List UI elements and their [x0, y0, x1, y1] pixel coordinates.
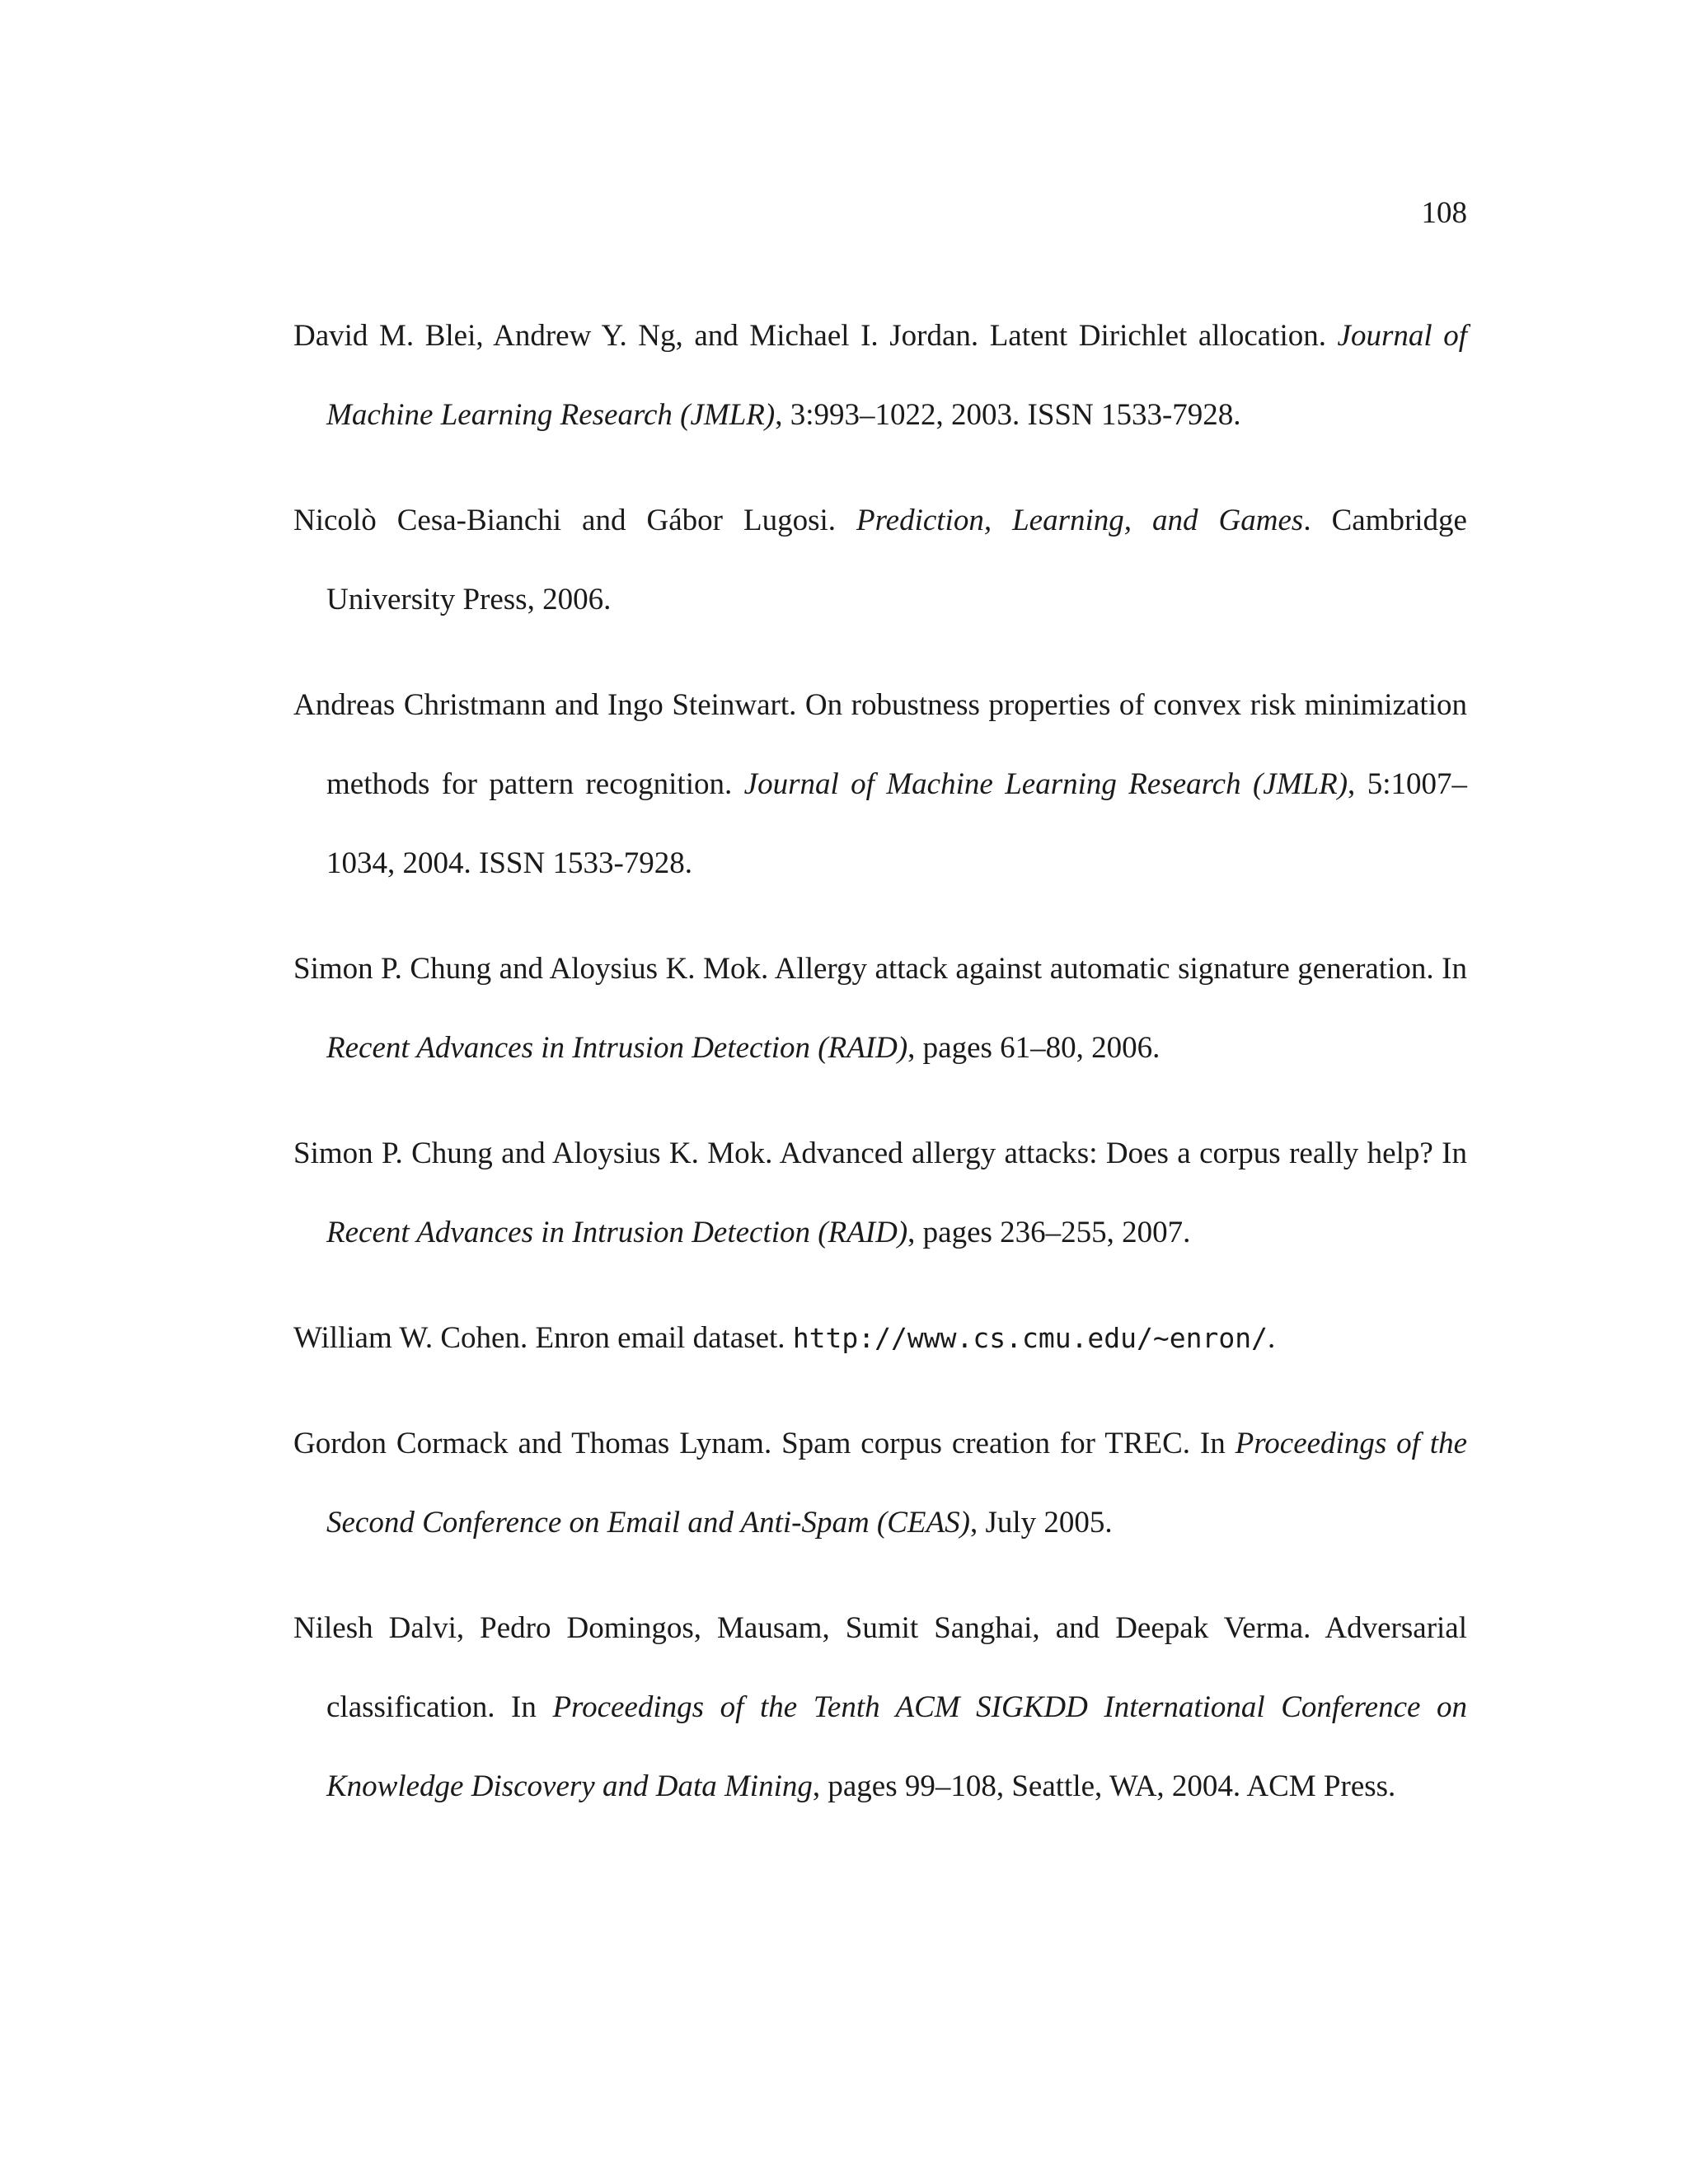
reference-text: Nilesh Dalvi, Pedro Domingos, Mausam, Sumit Sanghai, and Deepak Verma. Adversarial classification. In: [293, 1611, 1467, 1724]
reference-text: , pages 236–255, 2007.: [907, 1216, 1191, 1249]
reference-venue: Journal of Machine Learning Research (JMLR): [743, 767, 1348, 801]
reference-text: Simon P. Chung and Aloysius K. Mok. Advanced allergy attacks: Does a corpus really help? In: [293, 1137, 1467, 1170]
reference-text: .: [1267, 1321, 1276, 1355]
reference-entry: [293, 1404, 1467, 1563]
reference-text: , pages 99–108, Seattle, WA, 2004. ACM Press.: [812, 1769, 1396, 1803]
reference-venue: Recent Advances in Intrusion Detection (RAID): [326, 1031, 908, 1065]
reference-text: . Cambridge University Press, 2006.: [326, 504, 1467, 616]
reference-entry: [293, 1114, 1467, 1272]
reference-venue: Prediction, Learning, and Games: [856, 504, 1304, 537]
reference-text: Nicolò Cesa-Bianchi and Gábor Lugosi.: [293, 504, 857, 537]
reference-url-link[interactable]: http://www.cs.cmu.edu/~enron/: [792, 1322, 1268, 1354]
reference-text: Gordon Cormack and Thomas Lynam. Spam corpus creation for TREC. In: [293, 1427, 1236, 1460]
reference-venue: Journal of Machine Learning Research (JMLR): [326, 319, 1467, 432]
reference-text: , 3:993–1022, 2003. ISSN 1533-7928.: [775, 398, 1241, 432]
reference-text: David M. Blei, Andrew Y. Ng, and Michael I. Jordan. Latent Dirichlet allocation.: [293, 319, 1338, 353]
reference-venue: Proceedings of the Tenth ACM SIGKDD International Conference on Knowledge Discovery and Data Mining: [326, 1690, 1468, 1803]
reference-text: Andreas Christmann and Ingo Steinwart. On robustness properties of convex risk minimization methods for pattern recognition.: [293, 688, 1467, 801]
reference-text: , 5:1007–1034, 2004. ISSN 1533-7928.: [326, 767, 1467, 880]
reference-entry: [293, 1299, 1467, 1378]
reference-text: , July 2005.: [969, 1506, 1113, 1540]
reference-entry: [293, 1589, 1467, 1826]
reference-entry: [293, 297, 1467, 455]
reference-list: [293, 297, 1467, 1853]
reference-entry: [293, 930, 1467, 1088]
reference-text: Simon P. Chung and Aloysius K. Mok. Allergy attack against automatic signature generation. In: [293, 952, 1467, 986]
reference-entry: [293, 666, 1467, 903]
reference-venue: Proceedings of the Second Conference on Email and Anti-Spam (CEAS): [326, 1427, 1467, 1540]
page-number: 108: [1421, 196, 1467, 230]
reference-entry: [293, 481, 1467, 640]
reference-venue: Recent Advances in Intrusion Detection (RAID): [326, 1216, 908, 1249]
reference-text: , pages 61–80, 2006.: [907, 1031, 1160, 1065]
reference-text: William W. Cohen. Enron email dataset.: [293, 1321, 793, 1355]
